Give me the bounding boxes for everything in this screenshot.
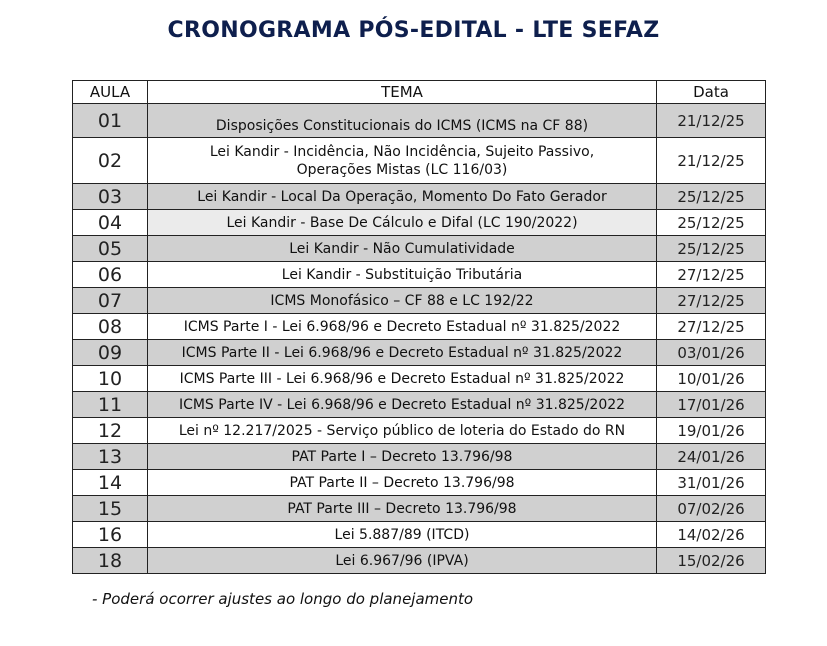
footnote: - Poderá ocorrer ajustes ao longo do planejamento	[92, 590, 474, 608]
tema-cell: Lei 5.887/89 (ITCD)	[148, 522, 657, 548]
data-cell: 21/12/25	[657, 138, 766, 184]
aula-cell: 15	[73, 496, 148, 522]
table-row	[73, 210, 766, 236]
table-row	[73, 340, 766, 366]
table-row	[73, 548, 766, 574]
table-row	[73, 522, 766, 548]
table-row	[73, 314, 766, 340]
table-row	[73, 138, 766, 184]
data-cell: 17/01/26	[657, 392, 766, 418]
table-row	[73, 236, 766, 262]
tema-cell: Lei 6.967/96 (IPVA)	[148, 548, 657, 574]
aula-cell: 09	[73, 340, 148, 366]
tema-cell: PAT Parte I – Decreto 13.796/98	[148, 444, 657, 470]
tema-cell: ICMS Parte IV - Lei 6.968/96 e Decreto Estadual nº 31.825/2022	[148, 392, 657, 418]
tema-cell: ICMS Parte III - Lei 6.968/96 e Decreto Estadual nº 31.825/2022	[148, 366, 657, 392]
data-cell: 27/12/25	[657, 288, 766, 314]
tema-text: Lei Kandir - Incidência, Não Incidência, Sujeito Passivo, Operações Mistas (LC 116/03)	[209, 143, 595, 178]
aula-cell: 08	[73, 314, 148, 340]
table-row	[73, 470, 766, 496]
table-row	[73, 104, 766, 138]
aula-cell: 07	[73, 288, 148, 314]
header-aula: AULA	[73, 81, 148, 104]
aula-cell: 04	[73, 210, 148, 236]
aula-cell: 03	[73, 184, 148, 210]
aula-cell: 12	[73, 418, 148, 444]
aula-cell: 14	[73, 470, 148, 496]
data-cell: 19/01/26	[657, 418, 766, 444]
tema-cell: Lei Kandir - Substituição Tributária	[148, 262, 657, 288]
tema-cell: ICMS Monofásico – CF 88 e LC 192/22	[148, 288, 657, 314]
table-row	[73, 288, 766, 314]
aula-cell: 06	[73, 262, 148, 288]
table-row	[73, 184, 766, 210]
data-cell: 25/12/25	[657, 210, 766, 236]
data-cell: 10/01/26	[657, 366, 766, 392]
data-cell: 24/01/26	[657, 444, 766, 470]
data-cell: 27/12/25	[657, 262, 766, 288]
aula-cell: 11	[73, 392, 148, 418]
data-cell: 14/02/26	[657, 522, 766, 548]
tema-cell: PAT Parte II – Decreto 13.796/98	[148, 470, 657, 496]
tema-cell: ICMS Parte II - Lei 6.968/96 e Decreto Estadual nº 31.825/2022	[148, 340, 657, 366]
aula-cell: 05	[73, 236, 148, 262]
data-cell: 25/12/25	[657, 236, 766, 262]
aula-cell: 16	[73, 522, 148, 548]
aula-cell: 13	[73, 444, 148, 470]
header-tema: TEMA	[148, 81, 657, 104]
data-cell: 25/12/25	[657, 184, 766, 210]
data-cell: 27/12/25	[657, 314, 766, 340]
table-row	[73, 366, 766, 392]
data-cell: 21/12/25	[657, 104, 766, 138]
table-row	[73, 496, 766, 522]
tema-cell: Lei Kandir - Base De Cálculo e Difal (LC 190/2022)	[148, 210, 657, 236]
tema-cell: PAT Parte III – Decreto 13.796/98	[148, 496, 657, 522]
table-row	[73, 392, 766, 418]
header-data: Data	[657, 81, 766, 104]
aula-cell: 18	[73, 548, 148, 574]
aula-cell: 02	[73, 138, 148, 184]
table-row	[73, 444, 766, 470]
tema-cell: Disposições Constitucionais do ICMS (ICMS na CF 88)	[148, 104, 657, 138]
table-row	[73, 262, 766, 288]
data-cell: 07/02/26	[657, 496, 766, 522]
data-cell: 15/02/26	[657, 548, 766, 574]
schedule-table	[72, 80, 766, 574]
table-header-row	[73, 81, 766, 104]
tema-cell: Lei nº 12.217/2025 - Serviço público de loteria do Estado do RN	[148, 418, 657, 444]
tema-cell	[148, 138, 657, 184]
tema-cell: ICMS Parte I - Lei 6.968/96 e Decreto Estadual nº 31.825/2022	[148, 314, 657, 340]
data-cell: 03/01/26	[657, 340, 766, 366]
aula-cell: 01	[73, 104, 148, 138]
table-row	[73, 418, 766, 444]
aula-cell: 10	[73, 366, 148, 392]
data-cell: 31/01/26	[657, 470, 766, 496]
tema-cell: Lei Kandir - Não Cumulatividade	[148, 236, 657, 262]
tema-cell: Lei Kandir - Local Da Operação, Momento Do Fato Gerador	[148, 184, 657, 210]
page-title: CRONOGRAMA PÓS-EDITAL - LTE SEFAZ	[167, 18, 660, 43]
